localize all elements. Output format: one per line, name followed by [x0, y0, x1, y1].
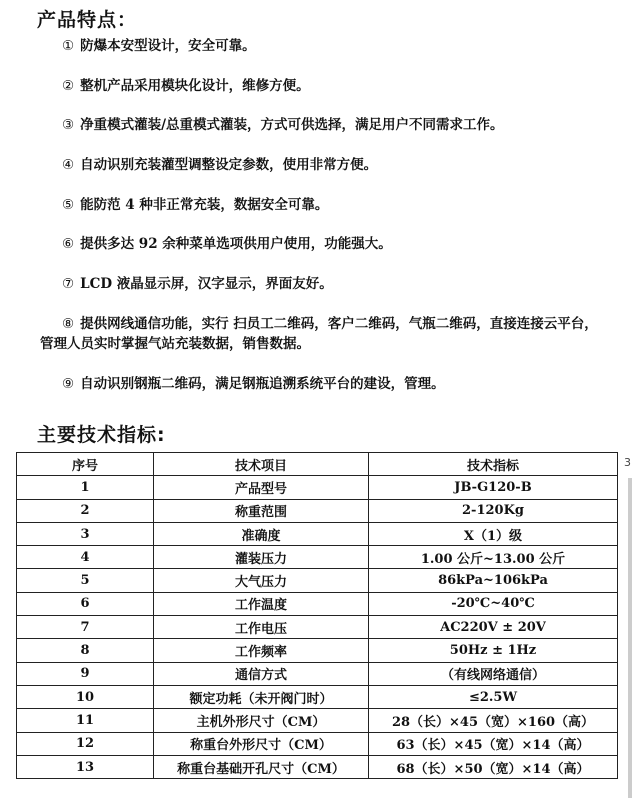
features-heading: 产品特点： — [37, 9, 138, 31]
cell-index: 2 — [17, 499, 154, 522]
table-row — [17, 476, 618, 499]
cell-spec: JB-G120-B — [369, 476, 618, 499]
cell-spec: 1.00 公斤~13.00 公斤 — [369, 546, 618, 569]
cell-index: 6 — [17, 592, 154, 615]
feature-text: 自动识别钢瓶二维码，满足钢瓶追溯系统平台的建设，管理。 — [80, 376, 445, 392]
page-edge-mark: 3 — [624, 456, 631, 469]
table-row — [17, 662, 618, 685]
cell-item: 工作频率 — [154, 639, 369, 662]
table-row — [17, 569, 618, 592]
cell-item: 称重范围 — [154, 499, 369, 522]
feature-number: ⑧ — [62, 316, 75, 332]
feature-text: 防爆本安型设计，安全可靠。 — [80, 38, 256, 54]
table-row — [17, 546, 618, 569]
feature-item — [40, 36, 610, 56]
cell-index: 12 — [17, 732, 154, 755]
feature-item — [40, 274, 610, 294]
cell-index: 13 — [17, 755, 154, 778]
page-edge-divider — [628, 478, 632, 798]
cell-spec: ≤2.5W — [369, 685, 618, 708]
table-row — [17, 732, 618, 755]
feature-item — [40, 314, 610, 354]
cell-spec: 50Hz ± 1Hz — [369, 639, 618, 662]
feature-number: ② — [62, 78, 75, 94]
feature-item — [40, 155, 610, 175]
cell-item: 工作电压 — [154, 616, 369, 639]
feature-number: ⑦ — [62, 276, 75, 292]
cell-spec: -20℃~40℃ — [369, 592, 618, 615]
table-row — [17, 592, 618, 615]
table-row — [17, 499, 618, 522]
specs-table-container — [16, 452, 617, 779]
table-row — [17, 616, 618, 639]
cell-index: 1 — [17, 476, 154, 499]
cell-index: 3 — [17, 522, 154, 545]
cell-index: 10 — [17, 685, 154, 708]
table-row — [17, 755, 618, 778]
cell-spec: AC220V ± 20V — [369, 616, 618, 639]
cell-index: 5 — [17, 569, 154, 592]
cell-spec: 2-120Kg — [369, 499, 618, 522]
cell-item: 称重台基础开孔尺寸（CM） — [154, 755, 369, 778]
cell-index: 8 — [17, 639, 154, 662]
feature-text: 能防范 4 种非正常充装，数据安全可靠。 — [80, 197, 329, 213]
table-row — [17, 685, 618, 708]
table-row — [17, 709, 618, 732]
feature-item — [40, 234, 610, 254]
feature-number: ⑨ — [62, 376, 75, 392]
table-row — [17, 639, 618, 662]
cell-index: 11 — [17, 709, 154, 732]
cell-spec: 68（长）×50（宽）×14（高） — [369, 755, 618, 778]
cell-item: 主机外形尺寸（CM） — [154, 709, 369, 732]
cell-index: 9 — [17, 662, 154, 685]
cell-item: 额定功耗（未开阀门时） — [154, 685, 369, 708]
feature-text: 提供多达 92 余种菜单选项供用户使用，功能强大。 — [80, 236, 392, 252]
specs-heading: 主要技术指标: — [37, 424, 166, 446]
feature-number: ③ — [62, 117, 75, 133]
feature-number: ① — [62, 38, 75, 54]
cell-spec: X（1）级 — [369, 522, 618, 545]
table-header-row — [17, 453, 618, 476]
header-index: 序号 — [17, 453, 154, 476]
feature-text: 自动识别充装灌型调整设定参数，使用非常方便。 — [80, 157, 378, 173]
feature-item — [40, 374, 610, 394]
cell-index: 4 — [17, 546, 154, 569]
cell-item: 通信方式 — [154, 662, 369, 685]
cell-spec: （有线网络通信） — [369, 662, 618, 685]
feature-number: ⑥ — [62, 236, 75, 252]
feature-item — [40, 195, 610, 215]
cell-index: 7 — [17, 616, 154, 639]
table-row — [17, 522, 618, 545]
cell-item: 灌装压力 — [154, 546, 369, 569]
feature-text: 净重模式灌装/总重模式灌装，方式可供选择，满足用户不同需求工作。 — [80, 117, 504, 133]
feature-text: LCD 液晶显示屏，汉字显示，界面友好。 — [80, 276, 333, 292]
cell-spec: 28（长）×45（宽）×160（高） — [369, 709, 618, 732]
feature-number: ⑤ — [62, 197, 75, 213]
cell-item: 称重台外形尺寸（CM） — [154, 732, 369, 755]
feature-text: 整机产品采用模块化设计，维修方便。 — [80, 78, 310, 94]
feature-number: ④ — [62, 157, 75, 173]
header-item: 技术项目 — [154, 453, 369, 476]
cell-item: 大气压力 — [154, 569, 369, 592]
cell-spec: 86kPa~106kPa — [369, 569, 618, 592]
cell-item: 准确度 — [154, 522, 369, 545]
header-spec: 技术指标 — [369, 453, 618, 476]
feature-item — [40, 76, 610, 96]
feature-text: 提供网线通信功能，实行 扫员工二维码，客户二维码，气瓶二维码，直接连接云平台，管理人员实时掌握气站充装数据，销售数据。 — [40, 316, 598, 352]
cell-item: 产品型号 — [154, 476, 369, 499]
cell-item: 工作温度 — [154, 592, 369, 615]
feature-item — [40, 115, 610, 135]
specs-table — [16, 452, 618, 779]
cell-spec: 63（长）×45（宽）×14（高） — [369, 732, 618, 755]
